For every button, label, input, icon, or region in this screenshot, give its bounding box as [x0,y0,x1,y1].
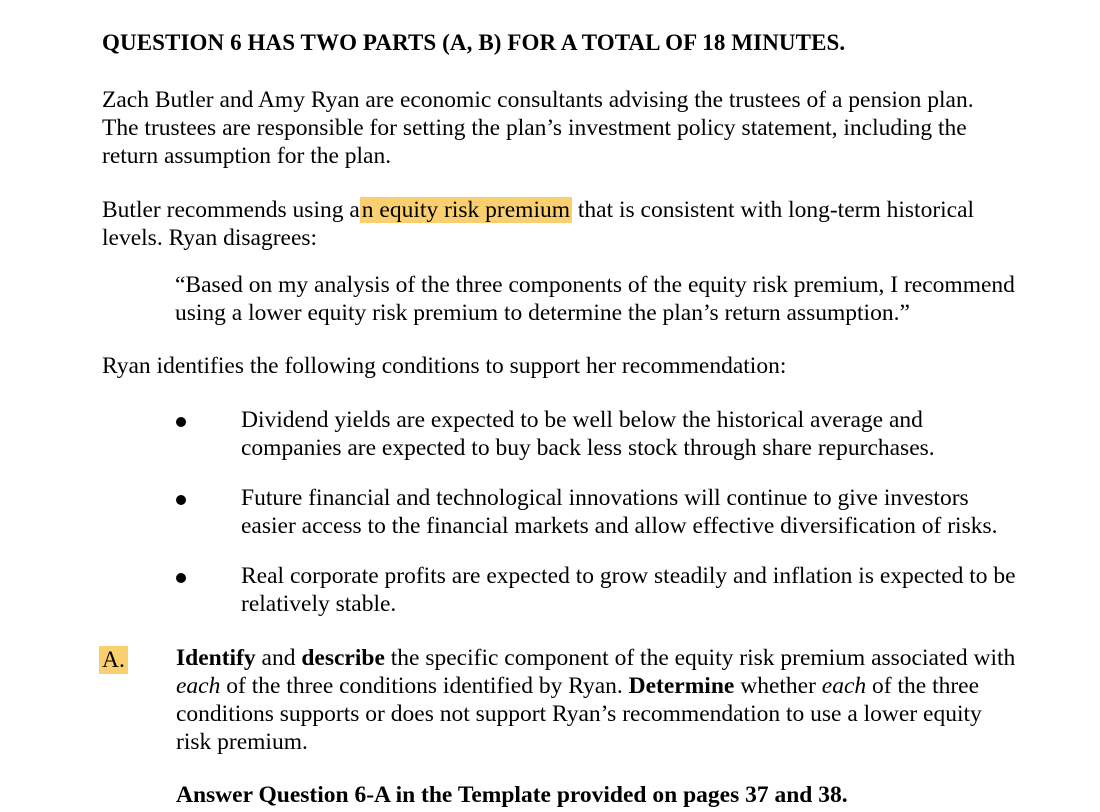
highlighted-term: n equity risk premium [361,197,571,223]
butler-line [102,196,974,224]
intro-line: The trustees are responsible for setting the plan’s investment policy statement, including the [102,115,967,141]
part-a-fragment: of the three conditions identified by Ryan. [220,673,629,699]
part-a-label: A. [99,646,128,674]
butler-text: Butler recommends using a [102,197,360,223]
intro-line: return assumption for the plan. [102,143,392,169]
part-a-fragment: and [255,645,302,671]
condition-item [241,562,1016,618]
part-a-line: risk premium. [176,729,308,755]
question-heading: QUESTION 6 HAS TWO PARTS (A, B) FOR A TOTAL OF 18 MINUTES. [102,30,846,55]
condition-item [241,484,998,540]
quote-line: “Based on my analysis of the three components of the equity risk premium, I recommend [175,272,1015,298]
part-a-line [176,644,1015,672]
condition-line: relatively stable. [241,591,397,617]
emphasis: each [176,673,221,699]
part-a-fragment: of the three [866,673,980,699]
bullet-icon [176,417,186,427]
answer-instruction: Answer Question 6-A in the Template provided on pages 37 and 38. [176,782,848,808]
butler-paragraph [102,196,974,252]
keyword: Identify [176,645,256,671]
butler-text: that is consistent with long-term historical [572,197,975,223]
ryan-quote [175,271,1015,327]
keyword: describe [301,645,385,671]
keyword: Determine [628,673,735,699]
bullet-icon [176,573,186,583]
intro-paragraph [102,86,974,170]
part-a-text [176,644,1015,756]
conditions-intro: Ryan identifies the following conditions to support her recommendation: [102,353,787,379]
part-a-fragment: whether [734,673,822,699]
intro-line: Zach Butler and Amy Ryan are economic consultants advising the trustees of a pension plan. [102,87,974,113]
quote-line: using a lower equity risk premium to determine the plan’s return assumption.” [175,300,910,326]
condition-line: easier access to the financial markets and allow effective diversification of risks. [241,513,998,539]
butler-line: levels. Ryan disagrees: [102,225,318,251]
emphasis: each [821,673,867,699]
part-a-line: conditions supports or does not support Ryan’s recommendation to use a lower equity [176,701,982,727]
part-a-line [176,672,1015,700]
part-a-fragment: the specific component of the equity risk premium associated with [384,645,1016,671]
bullet-icon [176,495,186,505]
condition-line: Real corporate profits are expected to grow steadily and inflation is expected to be [241,563,1016,589]
condition-line: Dividend yields are expected to be well below the historical average and [241,407,923,433]
condition-line: Future financial and technological innovations will continue to give investors [241,485,969,511]
condition-line: companies are expected to buy back less stock through share repurchases. [241,435,935,461]
condition-item [241,406,935,462]
